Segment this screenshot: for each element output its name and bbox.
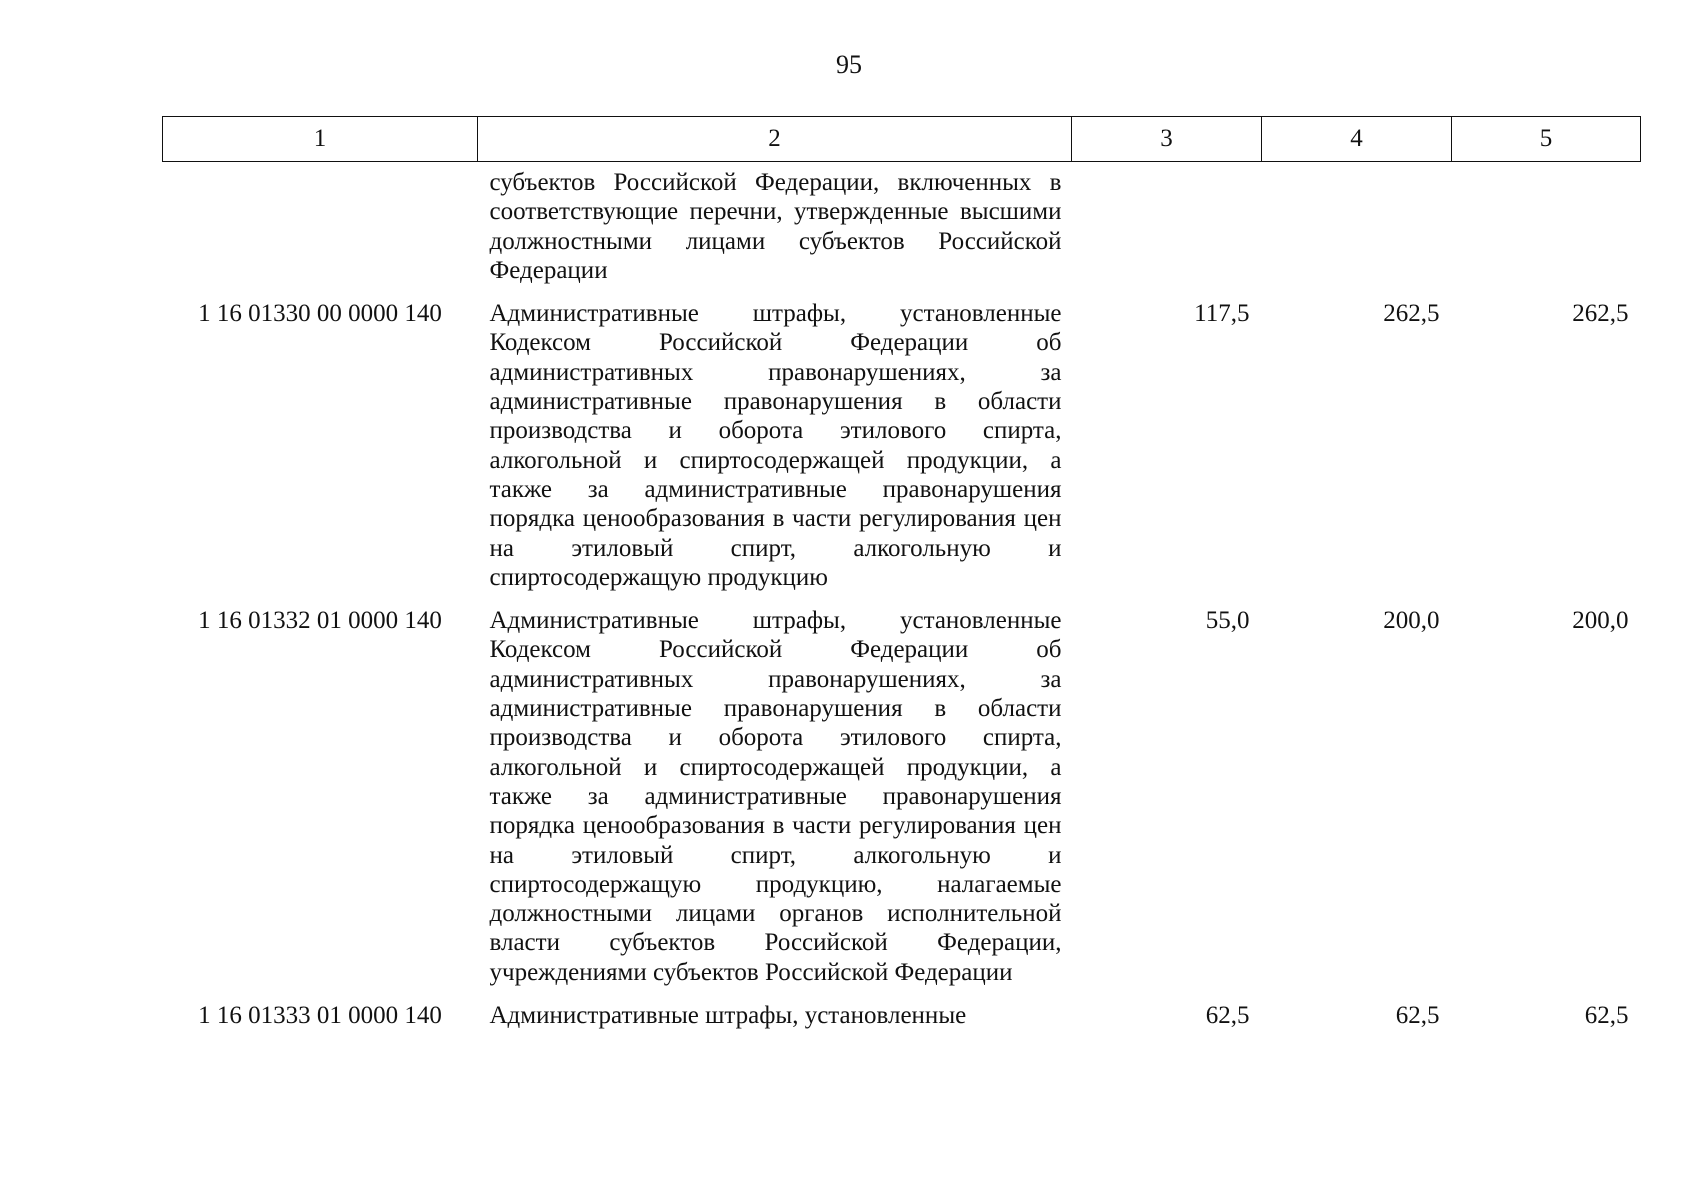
- amount-col-5: 200,0: [1572, 607, 1629, 635]
- amount-col-4: 262,5: [1383, 300, 1440, 328]
- table-row: [163, 162, 1641, 300]
- table-body: [163, 162, 1641, 1045]
- description: Административные штрафы, установленные Кодексом Российской Федерации об административных правонарушениях, за административные правонарушения в области производства и оборота этилового спирта, алкогольной и спиртосодержащей продукции, а также за административные правонарушения порядка ценообразования в части регулирования цен на этиловый спирт, алкогольную и спиртосодержащую продукцию: [489, 300, 1062, 591]
- header-col-5: 5: [1452, 117, 1641, 162]
- table-row: [163, 1001, 1641, 1044]
- amount-col-5: 62,5: [1584, 1002, 1629, 1030]
- description: Административные штрафы, установленные Кодексом Российской Федерации об административных правонарушениях, за административные правонарушения в области производства и оборота этилового спирта, алкогольной и спиртосодержащей продукции, а также за административные правонарушения порядка ценообразования в части регулирования цен на этиловый спирт, алкогольную и спиртосодержащую продукцию, налагаемые должностными лицами органов исполнительной власти субъектов Российской Федерации, учреждениями субъектов Российской Федерации: [489, 607, 1062, 986]
- amount-col-5: [1452, 162, 1641, 300]
- header-col-3: 3: [1072, 117, 1262, 162]
- table-row: [163, 299, 1641, 606]
- description: субъектов Российской Федерации, включенных в соответствующие перечни, утвержденные высшими должностными лицами субъектов Российской Федерации: [489, 169, 1062, 284]
- budget-code: 1 16 01333 01 0000 140: [198, 1002, 442, 1030]
- amount-col-3: 117,5: [1194, 300, 1250, 328]
- amount-col-4: 62,5: [1395, 1002, 1440, 1030]
- amount-col-5: 262,5: [1572, 300, 1629, 328]
- amount-col-3: [1072, 162, 1262, 300]
- amount-col-3: 55,0: [1205, 607, 1250, 635]
- budget-code: 1 16 01330 00 0000 140: [198, 300, 442, 328]
- header-col-1: 1: [163, 117, 478, 162]
- budget-code: 1 16 01332 01 0000 140: [198, 607, 442, 635]
- header-col-4: 4: [1262, 117, 1452, 162]
- amount-col-4: [1262, 162, 1452, 300]
- header-row: [163, 117, 1641, 162]
- amount-col-3: 62,5: [1205, 1002, 1250, 1030]
- budget-table: [162, 116, 1641, 1044]
- header-col-2: 2: [478, 117, 1072, 162]
- budget-code: [163, 162, 478, 300]
- page-number: 95: [836, 50, 862, 79]
- table-header: [163, 117, 1641, 162]
- table-row: [163, 606, 1641, 1001]
- amount-col-4: 200,0: [1383, 607, 1440, 635]
- description: Административные штрафы, установленные: [489, 1002, 967, 1030]
